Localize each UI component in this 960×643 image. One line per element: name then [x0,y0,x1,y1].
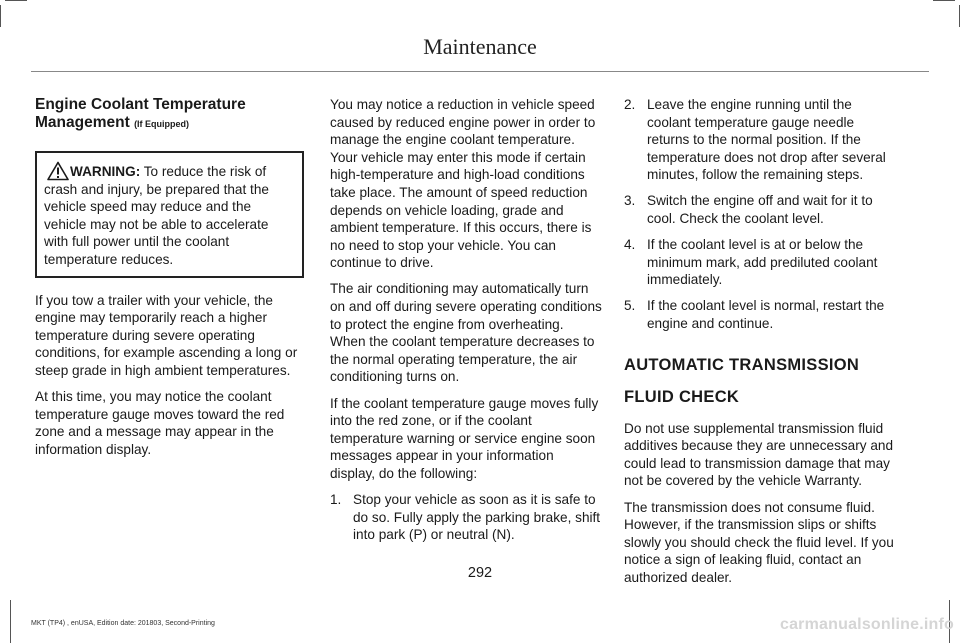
if-equipped-qualifier: (If Equipped) [134,119,190,129]
crop-mark [0,5,1,27]
section-title [35,96,305,133]
step-text: Leave the engine running until the coolant temperature gauge needle returns to the normal position. If the temperature does not drop after several minutes, follow the remaining steps. [647,97,886,183]
page-header-title: Maintenance [423,34,537,59]
list-item [624,297,896,332]
warning-box [35,151,304,278]
header-rule [31,71,929,72]
column-middle [330,96,602,552]
section-heading-line: FLUID CHECK [624,387,740,406]
step-text: Stop your vehicle as soon as it is safe to do so. Fully apply the parking brake, shift into park (P) or neutral (N). [353,491,601,543]
warning-label: WARNING: [70,164,141,179]
section-heading-line: AUTOMATIC TRANSMISSION [624,355,860,374]
paragraph: If you tow a trailer with your vehicle, the engine may temporarily reach a higher temperature during severe operating conditions, for example ascending a long or steep grade in high ambient temperatures. [35,292,298,378]
column-left [35,96,305,467]
list-item [330,491,602,544]
crop-mark [5,0,27,1]
step-number: 5. [624,298,636,314]
steps-list [624,96,896,333]
warning-body: To reduce the risk of crash and injury, be prepared that the vehicle speed may reduce and the vehicle may not be able to accelerate with full power until the coolant temperature reduces. [44,164,269,267]
section-title-text: Engine Coolant Temperature Management [35,96,246,131]
step-number: 3. [624,193,636,209]
paragraph: The transmission does not consume fluid. However, if the transmission slips or shifts slowly you should check the fluid level. If you notice a sign of leaking fluid, contact an authorized dealer. [624,499,894,585]
step-number: 4. [624,237,636,253]
paragraph: You may notice a reduction in vehicle speed caused by reduced engine power in order to manage the engine coolant temperature. Your vehicle may enter this mode if certain high-temperature and high-load conditions take place. The amount of speed reduction depends on vehicle loading, grade and ambient temperature. If this occurs, there is no need to stop your vehicle. You can continue to drive. [330,97,596,271]
steps-list [330,491,602,544]
crop-mark [933,0,955,1]
step-number: 1. [330,491,342,507]
list-item [624,192,896,227]
watermark[interactable]: carmanualsonline.info [779,616,954,633]
paragraph: If the coolant temperature gauge moves fully into the red zone, or if the coolant temperature warning or service engine soon messages appear in your information display, do the following: [330,395,599,481]
section-heading [624,355,896,407]
step-text: Switch the engine off and wait for it to cool. Check the coolant level. [647,193,873,227]
step-number: 2. [624,97,636,112]
paragraph: Do not use supplemental transmission fluid additives because they are unnecessary and could lead to transmission damage that may not be covered by the vehicle Warranty. [624,420,894,489]
step-text: If the coolant level is normal, restart the engine and continue. [647,298,885,332]
list-item [624,236,896,289]
list-item [624,96,896,184]
page-number: 292 [467,565,493,581]
crop-mark [10,600,11,643]
paragraph: At this time, you may notice the coolant temperature gauge moves toward the red zone and a message may appear in the information display. [35,389,285,457]
footer-edition-info: MKT (TP4) , enUSA, Edition date: 201803, Second-Printing [31,620,215,627]
warning-triangle-icon [47,161,69,181]
step-text: If the coolant level is at or below the minimum mark, add prediluted coolant immediately. [647,237,878,288]
paragraph: The air conditioning may automatically turn on and off during severe operating conditions to protect the engine from overheating. When the coolant temperature decreases to the normal operating temperature, the air conditioning turns on. [330,281,602,385]
column-right [624,96,896,595]
warning-text [44,163,295,269]
